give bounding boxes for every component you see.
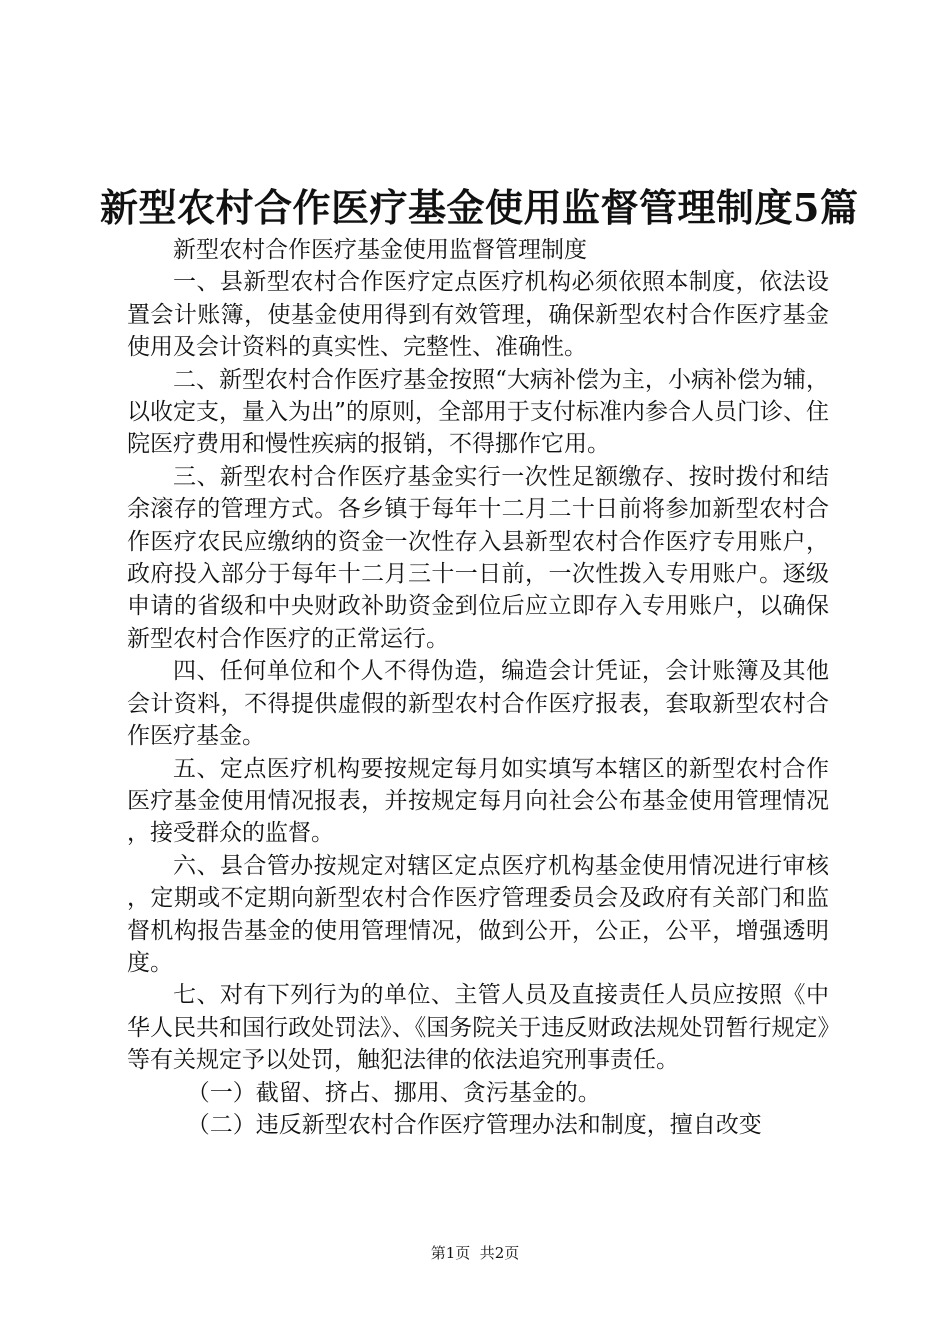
sub-item-1-paragraph: （一）截留、挤占、挪用、贪污基金的。 [186, 1079, 601, 1106]
clause-2-paragraph: 二、新型农村合作医疗基金按照“大病补偿为主，小病补偿为辅，以收定支，量入为出”的原则，全部用于支付标准内参合人员门诊、住院医疗费用和慢性疾病的报销，不得挪作它用。 [127, 366, 829, 458]
clause-7-paragraph: 七、对有下列行为的单位、主管人员及直接责任人员应按照《中华人民共和国行政处罚法》、《国务院关于违反财政法规处罚暂行规定》等有关规定予以处罚，触犯法律的依法追究刑事责任。 [127, 982, 829, 1074]
subtitle-paragraph: 新型农村合作医疗基金使用监督管理制度 [173, 237, 587, 263]
clause-5-paragraph: 五、定点医疗机构要按规定每月如实填写本辖区的新型农村合作医疗基金使用情况报表，并按规定每月向社会公布基金使用管理情况，接受群众的监督。 [127, 755, 829, 847]
document-body [127, 234, 829, 1141]
clause-4-paragraph: 四、任何单位和个人不得伪造，编造会计凭证，会计账簿及其他会计资料，不得提供虚假的新型农村合作医疗报表，套取新型农村合作医疗基金。 [127, 658, 829, 750]
clause-6-paragraph: 六、县合管办按规定对辖区定点医疗机构基金使用情况进行审核，定期或不定期向新型农村合作医疗管理委员会及政府有关部门和监督机构报告基金的使用管理情况，做到公开，公正，公平，增强透明度。 [127, 852, 829, 976]
clause-3-paragraph: 三、新型农村合作医疗基金实行一次性足额缴存、按时拨付和结余滚存的管理方式。各乡镇于每年十二月二十日前将参加新型农村合作医疗农民应缴纳的资金一次性存入县新型农村合作医疗专用账户，政府投入部分于每年十二月三十一日前，一次性拨入专用账户。逐级申请的省级和中央财政补助资金到位后应立即存入专用账户，以确保新型农村合作医疗的正常运行。 [127, 463, 829, 652]
document-title: 新型农村合作医疗基金使用监督管理制度5篇 [100, 185, 859, 230]
page-number-footer: 第1页 共2页 [430, 1244, 520, 1262]
sub-item-2-paragraph: （二）违反新型农村合作医疗管理办法和制度，擅自改变 [186, 1111, 762, 1138]
clause-1-paragraph: 一、县新型农村合作医疗定点医疗机构必须依照本制度，依法设置会计账簿，使基金使用得到有效管理，确保新型农村合作医疗基金使用及会计资料的真实性、完整性、准确性。 [127, 269, 829, 361]
